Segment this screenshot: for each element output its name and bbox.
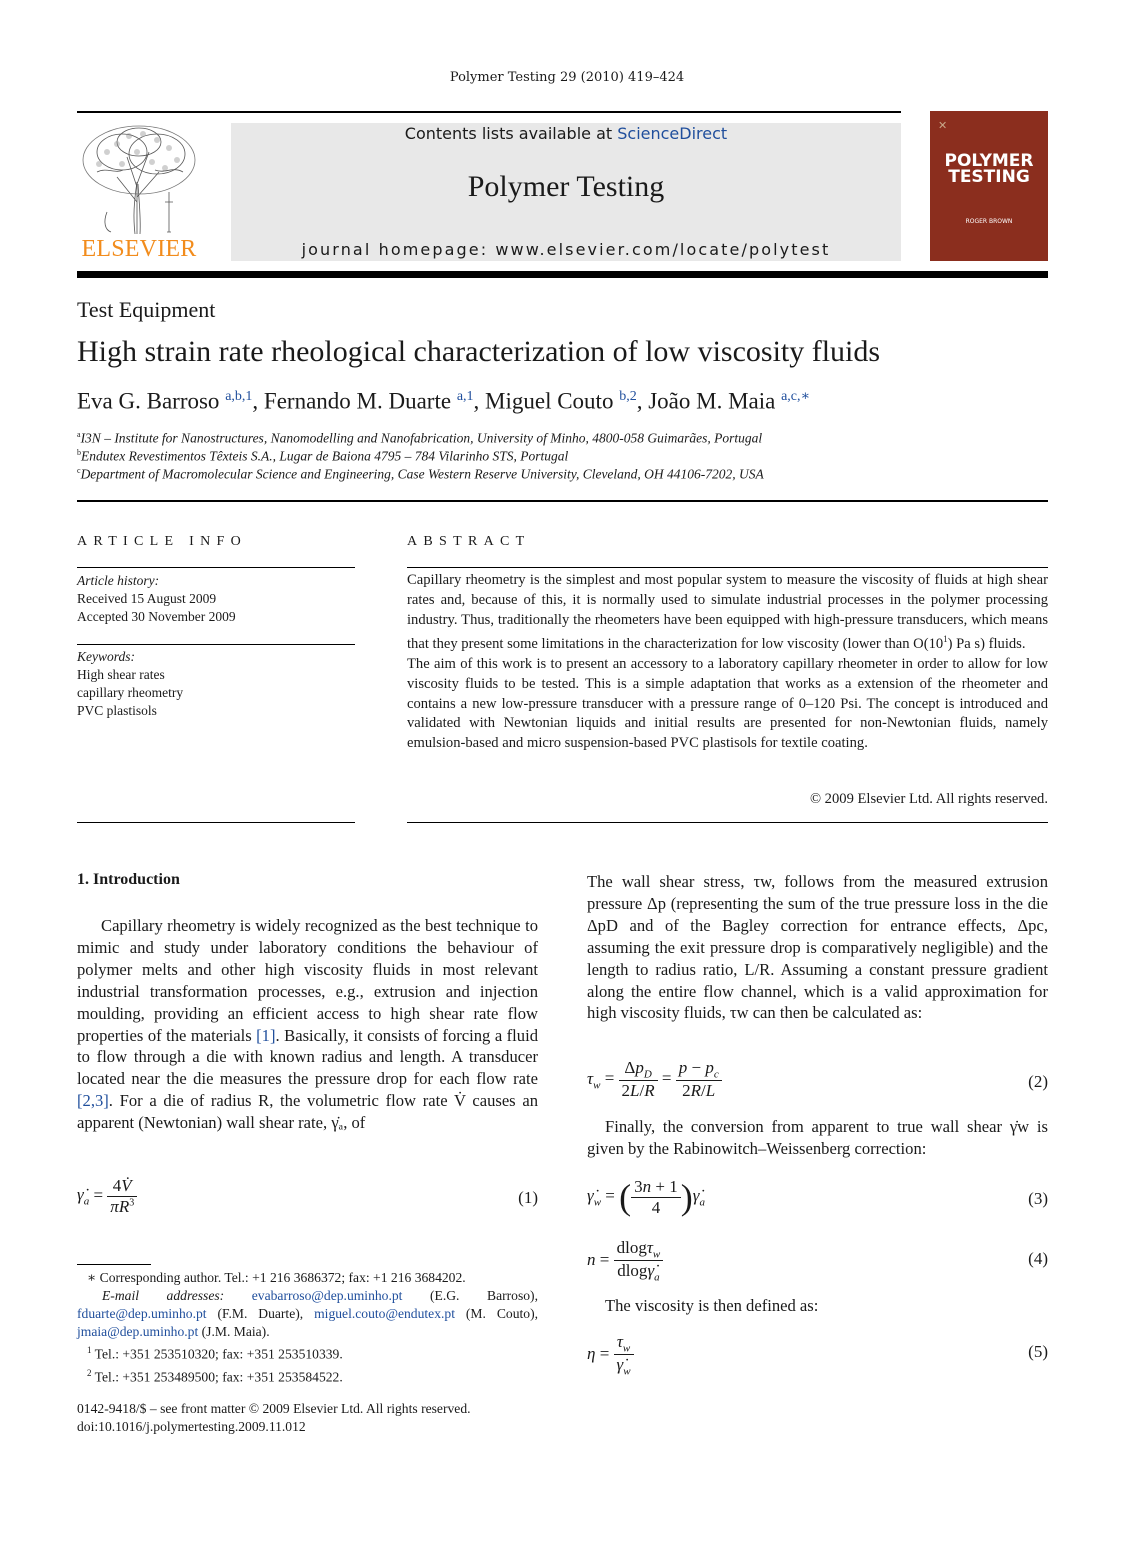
journal-homepage-link[interactable]: journal homepage: www.elsevier.com/locate/polytest xyxy=(301,240,831,259)
abstract-paragraph xyxy=(407,571,1048,655)
footnote-1: $^1$ Tel.: +351 253510320; fax: +351 253510339. xyxy=(87,1345,343,1362)
email-owner: (J.M. Maia). xyxy=(198,1324,270,1339)
article-info-rule xyxy=(77,567,355,568)
keywords-block xyxy=(77,648,183,720)
abstract-paragraph: The aim of this work is to present an accessory to a laboratory capillary rheometer in order to allow for low viscosity fluids to be tested. This is a simple adaptation that works as a extension of the rheometer and contains a new low-pressure transducer with a pressure range of 0–120 Psi. The concept is introduced and validated with Newtonian liquids and initial results are presented for non-Newtonian fluids, namely emulsion-based and micro suspension-based PVC plastisols for textile coating. xyxy=(407,656,1048,752)
intro-paragraph-1 xyxy=(77,915,538,1134)
abstract-body xyxy=(407,571,1048,754)
equation-fraction: $\frac{p - p_c}{2R/L}$ xyxy=(676,1058,722,1101)
email-owner: (F.M. Duarte), xyxy=(206,1306,315,1321)
equation-4: n = $\frac{dlog\tau_w}{dlog\gammȧ_a}$ xyxy=(587,1238,663,1284)
paragraph-wall-shear-stress: The wall shear stress, τw, follows from the measured extrusion pressure Δp (representing the sum of the true pressure loss in the die ΔpD and of the Bagley correction for entrance effects, Δpc, assuming the exit pressure drop is comparatively negligible) and the length to radius ratio, L/R. Assuming a constant pressure gradient along the entire flow channel, which is a valid approximation for high viscosity fluids, τw can then be calculated as: xyxy=(587,872,1048,1023)
title-bottom-rule xyxy=(77,500,1048,502)
footnote-text: Tel.: +351 253489500; fax: +351 253584522. xyxy=(94,1369,343,1385)
abstract-bottom-rule xyxy=(407,822,1048,823)
author-name: Eva G. Barroso xyxy=(77,388,220,414)
cover-title-line2: TESTING xyxy=(948,167,1030,187)
abstract-heading: ABSTRACT xyxy=(407,534,531,549)
article-info-bottom-rule xyxy=(77,822,355,823)
article-title: High strain rate rheological characterization of low viscosity fluids xyxy=(77,335,881,368)
abstract-copyright: © 2009 Elsevier Ltd. All rights reserved. xyxy=(809,791,1048,807)
affiliation-text: Endutex Revestimentos Têxteis S.A., Lugar de Baiona 4795 – 784 Vilarinho STS, Portugal xyxy=(81,448,569,464)
cover-title xyxy=(930,153,1048,185)
author-affiliation-marker[interactable]: a,b,1 xyxy=(225,389,253,404)
history-label: Article history: xyxy=(77,573,160,588)
reference-link[interactable]: [2,3] xyxy=(77,1091,109,1111)
keyword: High shear rates xyxy=(77,667,165,682)
keywords-rule xyxy=(77,644,355,645)
body-text-run: Capillary rheometry is widely recognized as the best technique to mimic and study under laboratory conditions the behaviour of polymer melts and other high viscosity fluids in most relevant industrial transformation processes, e.g., extrusion and injection moulding, providing an efficient access to high shear rate flow properties of the materials xyxy=(77,916,538,1045)
email-owner: (M. Couto), xyxy=(454,1306,538,1321)
contents-prefix: Contents lists available at xyxy=(404,124,618,143)
email-label: E-mail addresses: xyxy=(102,1288,225,1303)
body-text-run: . Basically, it consists of forcing a fluid to flow through a die with known radius and length. A transducer located near the die measures the pressure drop for each flow rate xyxy=(77,1025,538,1089)
author-name: Miguel Couto xyxy=(485,388,614,414)
author-name: João M. Maia xyxy=(648,388,776,414)
abstract-text-run: ) Pa s) fluids. xyxy=(947,636,1026,653)
affiliation-key: c xyxy=(77,466,81,475)
footnote-corresponding: ∗ Corresponding author. Tel.: +1 216 3686372; fax: +1 216 3684202. xyxy=(87,1270,466,1285)
equation-number: (5) xyxy=(1028,1342,1048,1361)
page-footer xyxy=(77,1400,471,1436)
email-owner: (E.G. Barroso), xyxy=(402,1288,538,1303)
email-link[interactable]: jmaia@dep.uminho.pt xyxy=(77,1324,199,1339)
email-link[interactable]: fduarte@dep.uminho.pt xyxy=(77,1306,207,1321)
elsevier-wordmark: ELSEVIER xyxy=(81,236,197,262)
equation-5: η = $\frac{\tau_w}{\gammȧ_w}$ xyxy=(587,1332,634,1378)
footnote-rule xyxy=(77,1264,151,1265)
equation-fraction: $\frac{dlog\tau_w}{dlog\gammȧ_a}$ xyxy=(614,1238,664,1284)
equation-number: (4) xyxy=(1028,1249,1048,1268)
email-link[interactable]: miguel.couto@endutex.pt xyxy=(314,1306,455,1321)
cover-editor: ROGER BROWN xyxy=(965,218,1013,225)
equation-fraction: $\frac{4V̇}{\pi R^3}$ xyxy=(107,1176,137,1217)
elsevier-tree-icon xyxy=(77,122,201,237)
equation-fraction: $\frac{3n + 1}{4}$ xyxy=(631,1177,681,1218)
affiliation-key: b xyxy=(77,448,81,457)
equation-3: $\gammȧ_w$ = ( $\frac{3n + 1}{4}$ )$\gammȧ_a$ xyxy=(587,1176,705,1217)
keyword: capillary rheometry xyxy=(77,685,184,700)
equation-fraction: $\frac{\tau_w}{\gammȧ_w}$ xyxy=(614,1332,634,1378)
author-affiliation-marker[interactable]: a,c,∗ xyxy=(781,389,811,404)
body-text-run: . For a die of radius R, the volumetric flow rate V̇ causes an apparent (Newtonian) wall shear rate, γ̇ₐ, of xyxy=(77,1091,538,1133)
keyword: PVC plastisols xyxy=(77,703,157,718)
accepted-date: Accepted 30 November 2009 xyxy=(77,609,236,624)
email-link[interactable]: evabarroso@dep.uminho.pt xyxy=(251,1288,403,1303)
affiliation xyxy=(77,466,764,483)
author-affiliation-marker[interactable]: a,1 xyxy=(456,389,474,404)
article-info-heading: ARTICLE INFO xyxy=(77,534,248,549)
paragraph-rabinowitch: Finally, the conversion from apparent to true wall shear γ̇w is given by the Rabinowitch–Weissenberg correction: xyxy=(587,1117,1048,1158)
contents-line xyxy=(231,124,901,143)
author-list: Eva G. Barroso $^{a,b,1}$, Fernando M. Duarte $^{a,1}$, Miguel Couto $^{b,2}$, João M. Maia $^{a,c,∗}$ xyxy=(77,388,811,414)
author-affiliation-marker[interactable]: b,2 xyxy=(619,389,637,404)
keywords-label: Keywords: xyxy=(77,649,135,664)
received-date: Received 15 August 2009 xyxy=(77,591,217,606)
article-section: Test Equipment xyxy=(77,297,216,322)
footnote-2: $^2$ Tel.: +351 253489500; fax: +351 253584522. xyxy=(87,1367,343,1385)
equation-number: (2) xyxy=(1028,1072,1048,1091)
author-name: Fernando M. Duarte xyxy=(263,388,452,414)
article-history xyxy=(77,572,236,626)
journal-citation: Polymer Testing 29 (2010) 419–424 xyxy=(449,70,685,85)
equation-fraction: $\frac{\Delta p_D}{2L/R}$ xyxy=(619,1058,658,1101)
abstract-text-run: Capillary rheometry is the simplest and most popular system to measure the viscosity of fluids at high shear rates and, because of this, it is normally used to simulate industrial processes in the polymer processing industry. Thus, traditionally the rheometers have been equipped with high-pressure transducers, which means that they present some limitations in the characterization for low viscosity (lower than O(10 xyxy=(407,572,1048,653)
footnotes xyxy=(77,1269,538,1386)
reference-link[interactable]: [1] xyxy=(256,1025,276,1045)
equation-number: (1) xyxy=(518,1188,538,1207)
journal-name: Polymer Testing xyxy=(467,170,665,203)
cover-title-line1: POLYMER xyxy=(944,151,1034,171)
sciencedirect-link[interactable]: ScienceDirect xyxy=(617,124,728,143)
equation-1: $\gammȧ_a$ = $\frac{4V̇}{\pi R^3}$ xyxy=(77,1176,137,1217)
footnote-text: Tel.: +351 253510320; fax: +351 253510339. xyxy=(94,1346,343,1362)
section-heading-introduction: 1. Introduction xyxy=(77,871,180,888)
cover-emblem-icon: ✕ xyxy=(938,119,948,132)
issn-line: 0142-9418/$ – see front matter © 2009 Elsevier Ltd. All rights reserved. xyxy=(77,1401,471,1416)
doi-line[interactable]: doi:10.1016/j.polymertesting.2009.11.012 xyxy=(77,1419,306,1434)
abstract-rule xyxy=(407,567,1048,568)
affiliation xyxy=(77,430,762,447)
header-thick-rule xyxy=(77,271,1048,278)
journal-cover-thumbnail xyxy=(930,111,1048,261)
affiliation-text: I3N – Institute for Nanostructures, Nanomodelling and Nanofabrication, University of Minho, 4800-058 Guimarães, Portugal xyxy=(80,430,763,446)
affiliation-key: a xyxy=(77,430,81,439)
equation-number: (3) xyxy=(1028,1189,1048,1208)
equation-2: $\tau_w$ = $\frac{\Delta p_D}{2L/R}$ = $\frac{p - p_c}{2R/L}$ xyxy=(587,1058,722,1101)
paragraph-viscosity: The viscosity is then defined as: xyxy=(605,1296,819,1315)
abstract-superscript: 1 xyxy=(943,634,948,645)
header-top-rule xyxy=(77,111,901,113)
footnote-emails xyxy=(77,1287,538,1341)
affiliation-text: Department of Macromolecular Science and Engineering, Case Western Reserve University, Cleveland, OH 44106-7202, USA xyxy=(80,466,764,482)
affiliation xyxy=(77,448,568,465)
